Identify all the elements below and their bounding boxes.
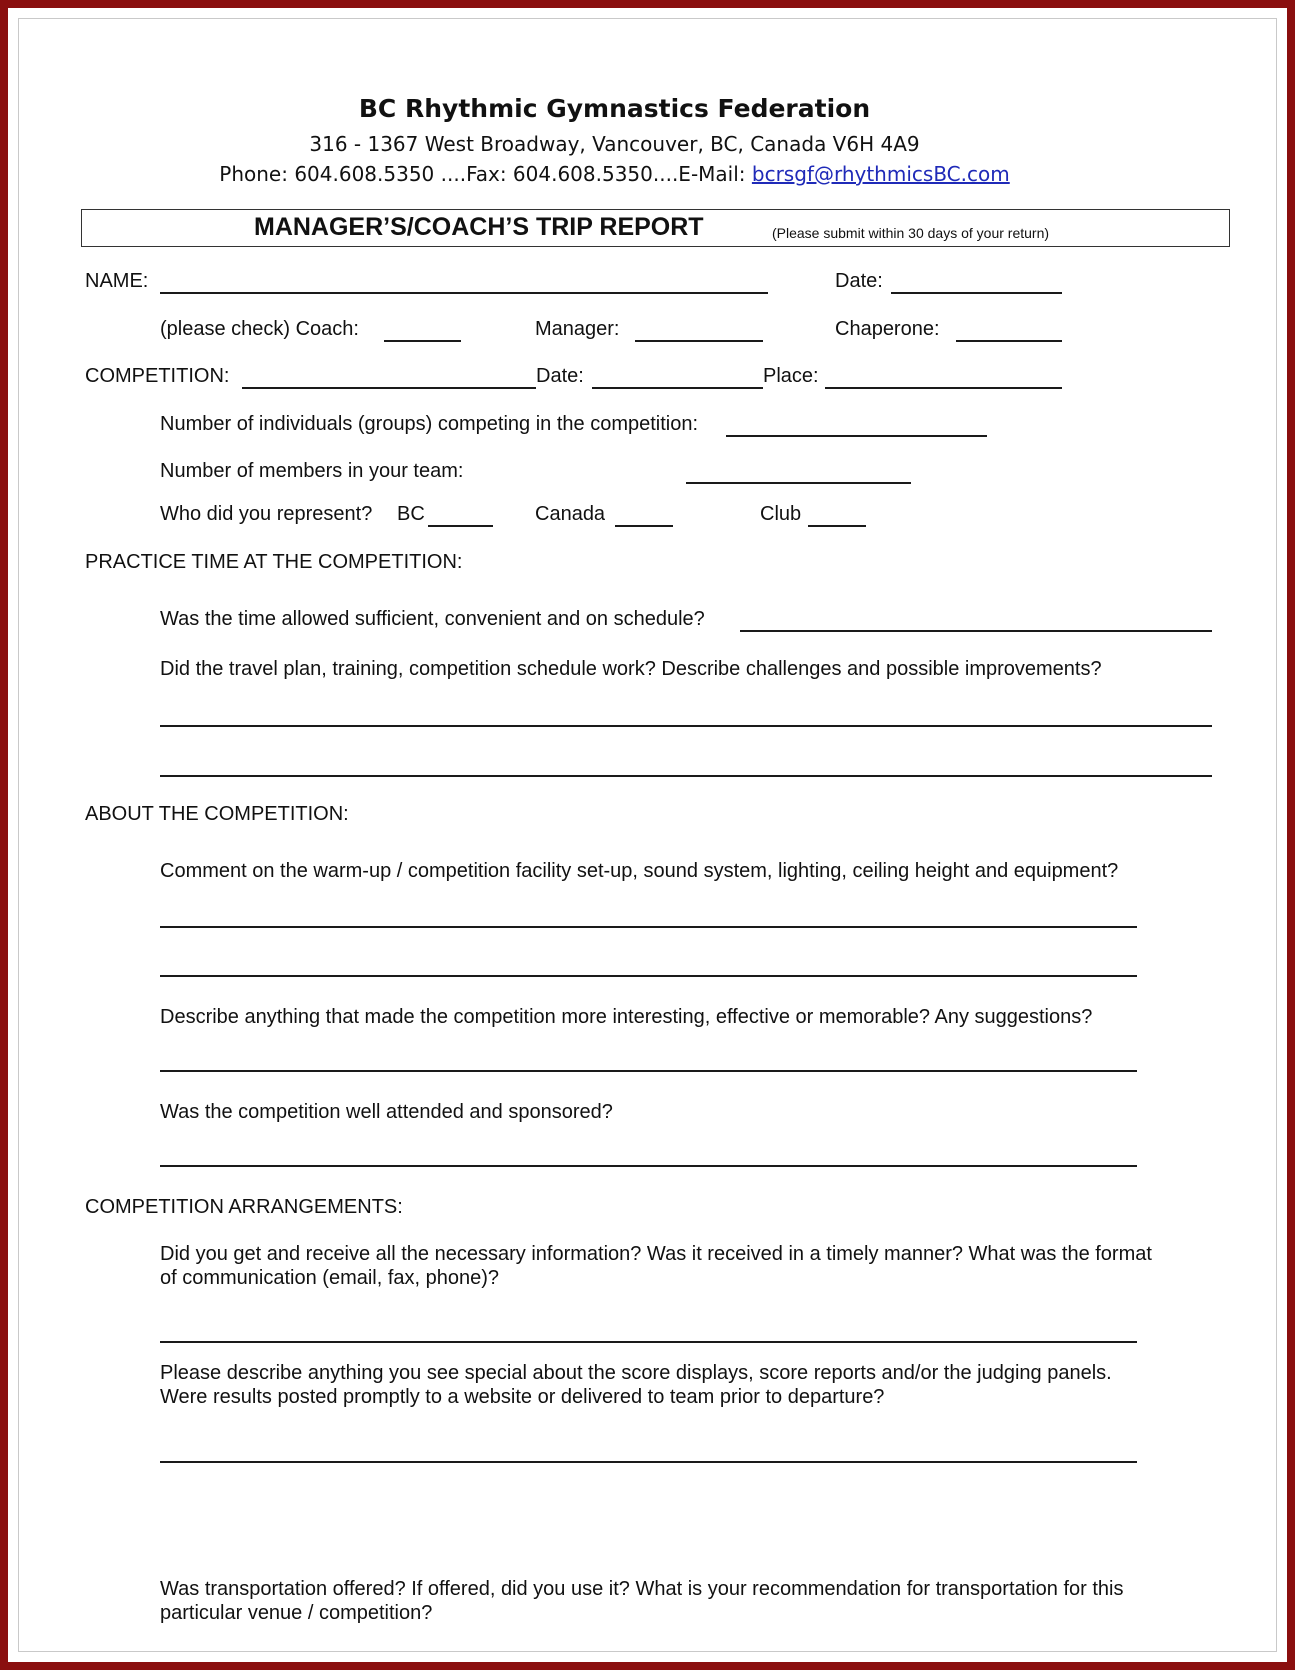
attended-answer-line[interactable] — [160, 1165, 1137, 1167]
represent-club-line[interactable] — [808, 525, 866, 527]
info-question-line-2: of communication (email, fax, phone)? — [160, 1267, 500, 1289]
name-label: NAME: — [85, 270, 149, 292]
represent-canada-line[interactable] — [615, 525, 673, 527]
transport-question-line-2: particular venue / competition? — [160, 1602, 433, 1624]
chaperone-check-line[interactable] — [956, 340, 1062, 342]
competition-field-line[interactable] — [242, 387, 536, 389]
org-contact — [8, 162, 1221, 186]
travel-answer-line-2[interactable] — [160, 775, 1212, 777]
coach-check-line[interactable] — [384, 340, 461, 342]
chaperone-label: Chaperone: — [835, 318, 940, 340]
practice-time-answer-line[interactable] — [740, 630, 1212, 632]
submit-note: (Please submit within 30 days of your return) — [772, 225, 1050, 241]
manager-check-line[interactable] — [635, 340, 763, 342]
represent-label: Who did you represent? — [160, 503, 373, 525]
interesting-question: Describe anything that made the competition more interesting, effective or memorable? Any suggestions? — [160, 1006, 1093, 1028]
date-label: Date: — [835, 270, 883, 292]
about-heading: ABOUT THE COMPETITION: — [85, 803, 349, 825]
facility-question: Comment on the warm-up / competition facility set-up, sound system, lighting, ceiling height and equipment? — [160, 860, 1119, 882]
represent-club-label: Club — [760, 503, 802, 525]
org-name: BC Rhythmic Gymnastics Federation — [358, 94, 871, 123]
contact-phone-fax: Phone: 604.608.5350 ....Fax: 604.608.5350....E-Mail: — [219, 162, 752, 186]
facility-answer-line-1[interactable] — [160, 926, 1137, 928]
num-members-label: Number of members in your team: — [160, 460, 464, 482]
represent-canada-label: Canada — [535, 503, 606, 525]
score-question-line-2: Were results posted promptly to a website or delivered to team prior to departure? — [160, 1386, 885, 1408]
info-answer-line[interactable] — [160, 1341, 1137, 1343]
arrangements-heading: COMPETITION ARRANGEMENTS: — [85, 1196, 403, 1218]
competition-date-label: Date: — [536, 365, 584, 387]
email-link[interactable]: bcrsgf@rhythmicsBC.com — [751, 162, 1010, 186]
place-field-line[interactable] — [825, 387, 1062, 389]
represent-bc-line[interactable] — [428, 525, 493, 527]
form-title: MANAGER’S/COACH’S TRIP REPORT — [254, 213, 704, 241]
competition-date-line[interactable] — [592, 387, 763, 389]
transport-question-line-1: Was transportation offered? If offered, did you use it? What is your recommendation for transportation for this — [160, 1578, 1124, 1600]
score-question-line-1: Please describe anything you see special about the score displays, score reports and/or the judging panels. — [160, 1362, 1112, 1384]
score-answer-line[interactable] — [160, 1461, 1137, 1463]
num-individuals-label: Number of individuals (groups) competing in the competition: — [160, 413, 699, 435]
info-question-line-1: Did you get and receive all the necessary information? Was it received in a timely manner? What was the format — [160, 1243, 1152, 1265]
name-field-line[interactable] — [160, 292, 768, 294]
practice-heading: PRACTICE TIME AT THE COMPETITION: — [85, 551, 463, 573]
practice-time-question: Was the time allowed sufficient, convenient and on schedule? — [160, 608, 705, 630]
facility-answer-line-2[interactable] — [160, 975, 1137, 977]
check-coach-label: (please check) Coach: — [160, 318, 359, 340]
num-individuals-line[interactable] — [726, 435, 987, 437]
place-label: Place: — [763, 365, 819, 387]
num-members-line[interactable] — [686, 482, 911, 484]
competition-label: COMPETITION: — [85, 365, 230, 387]
attended-question: Was the competition well attended and sponsored? — [160, 1101, 613, 1123]
interesting-answer-line[interactable] — [160, 1070, 1137, 1072]
date-field-line[interactable] — [891, 292, 1062, 294]
travel-plan-question: Did the travel plan, training, competition schedule work? Describe challenges and possible improvements? — [160, 658, 1102, 680]
travel-answer-line-1[interactable] — [160, 725, 1212, 727]
org-address: 316 - 1367 West Broadway, Vancouver, BC, Canada V6H 4A9 — [309, 132, 920, 156]
manager-label: Manager: — [535, 318, 620, 340]
represent-bc-label: BC — [397, 503, 425, 525]
